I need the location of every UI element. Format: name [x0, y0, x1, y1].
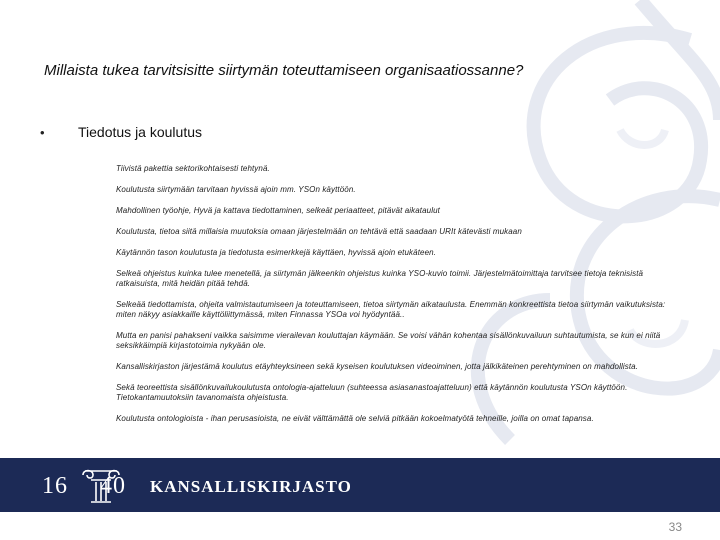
list-item: Selkeä ohjeistus kuinka tulee menetellä, ja siirtymän jälkeenkin ohjeistus kuinka YSO-kuvio toimii. Järjestelmätoimittaja tarvitsee tietoja teknisistä ratkaisuista, mitä heidän pitää tehdä.	[116, 269, 644, 288]
list-item: Selkeää tiedottamista, ohjeita valmistautumiseen ja toteuttamiseen, tietoa siirtymän aikataulusta. Enemmän konkreettista tietoa siirtymän vaikutuksista: miten näkyy asiakkaille käyttöliittymässä, miten Finnassa YSOa voi hyödyntää..	[116, 300, 666, 319]
list-item: Kansalliskirjaston järjestämä koulutus etäyhteyksineen sekä kyseisen koulutuksen videoiminen, jotta jälkikäteinen perehtyminen on mahdollista.	[116, 362, 639, 371]
list-item: Koulutusta siirtymään tarvitaan hyvissä ajoin mm. YSOn käyttöön.	[116, 185, 356, 194]
slide-title: Millaista tukea tarvitsisitte siirtymän toteuttamiseen organisaatiossanne?	[44, 62, 524, 79]
list-item: Mahdollinen työohje, Hyvä ja kattava tiedottaminen, selkeät periaatteet, pitävät aikataulut	[116, 206, 440, 215]
bullet-marker: •	[40, 124, 45, 140]
logo-year-left: 16	[42, 473, 68, 499]
list-item: Mutta en panisi pahakseni vaikka saisimme vierailevan kouluttajan käymään. Se voisi vähän kohentaa sisällönkuvailuun suhtautumista, se kun ei niitä seksikkäimpiä kirjastotoimia nykyään ole.	[116, 331, 661, 350]
bullet-heading-text: Tiedotus ja koulutus	[78, 124, 202, 140]
list-item: Koulutusta ontologioista - ihan perusasioista, ne eivät välttämättä ole selviä pitkään kokoelmatyötä tehneille, joilla on omat tapansa.	[116, 414, 594, 423]
footer-banner	[0, 458, 720, 512]
response-list	[116, 164, 686, 435]
logo-name: KANSALLISKIRJASTO	[150, 477, 352, 496]
ionic-column-icon	[77, 465, 125, 505]
list-item: Tiivistä pakettia sektorikohtaisesti tehtynä.	[116, 164, 270, 173]
list-item: Sekä teoreettista sisällönkuvailukoulutusta ontologia-ajatteluun (suhteessa asiasanastoajatteluun) että käytännön koulutusta YSOn käyttöön. Tietokantamuutoksiin tavanomaista ohjeistusta.	[116, 383, 628, 402]
bullet-heading	[40, 124, 202, 140]
logo-year-right: 40	[100, 473, 126, 499]
list-item: Koulutusta, tietoa siitä millaisia muutoksia omaan järjestelmään on tehtävä että saadaan URIt kätevästi mukaan	[116, 227, 522, 236]
page-number: 33	[668, 520, 682, 534]
logo-year	[42, 473, 126, 500]
list-item: Käytännön tason koulutusta ja tiedotusta esimerkkejä käyttäen, hyvissä ajoin etukäteen.	[116, 248, 436, 257]
